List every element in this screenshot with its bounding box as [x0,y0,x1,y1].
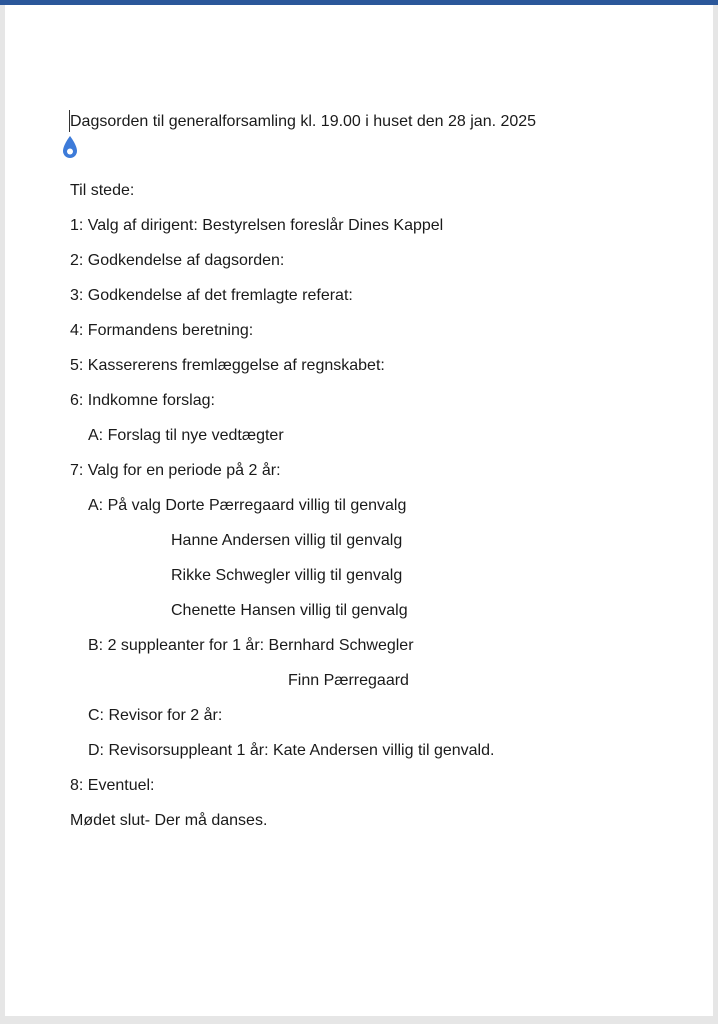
agenda-item-4: 4: Formandens beretning: [70,322,254,339]
candidate-line: Chenette Hansen villig til genvalg [171,602,408,619]
agenda-item-2: 2: Godkendelse af dagsorden: [70,252,285,269]
agenda-item-7: 7: Valg for en periode på 2 år: [70,462,281,479]
agenda-subitem-7d: D: Revisorsuppleant 1 år: Kate Andersen villig til genvald. [88,742,495,759]
caret-handle-icon[interactable] [61,135,79,161]
agenda-item-8: 8: Eventuel: [70,777,155,794]
agenda-item-6: 6: Indkomne forslag: [70,392,215,409]
attendance-line: Til stede: [70,182,135,199]
agenda-subitem-6a: A: Forslag til nye vedtægter [88,427,284,444]
document-page[interactable] [5,5,713,1016]
agenda-item-3: 3: Godkendelse af det fremlagte referat: [70,287,353,304]
candidate-line: Hanne Andersen villig til genvalg [171,532,403,549]
closing-line: Mødet slut- Der må danses. [70,812,268,829]
agenda-item-5: 5: Kassererens fremlæggelse af regnskabet: [70,357,385,374]
agenda-subitem-7c: C: Revisor for 2 år: [88,707,223,724]
document-title: Dagsorden til generalforsamling kl. 19.00 i huset den 28 jan. 2025 [70,113,537,130]
substitute-line: Finn Pærregaard [288,672,409,689]
agenda-item-1: 1: Valg af dirigent: Bestyrelsen foreslår Dines Kappel [70,217,444,234]
candidate-line: Rikke Schwegler villig til genvalg [171,567,403,584]
agenda-subitem-7a: A: På valg Dorte Pærregaard villig til genvalg [88,497,407,514]
agenda-subitem-7b: B: 2 suppleanter for 1 år: Bernhard Schwegler [88,637,414,654]
